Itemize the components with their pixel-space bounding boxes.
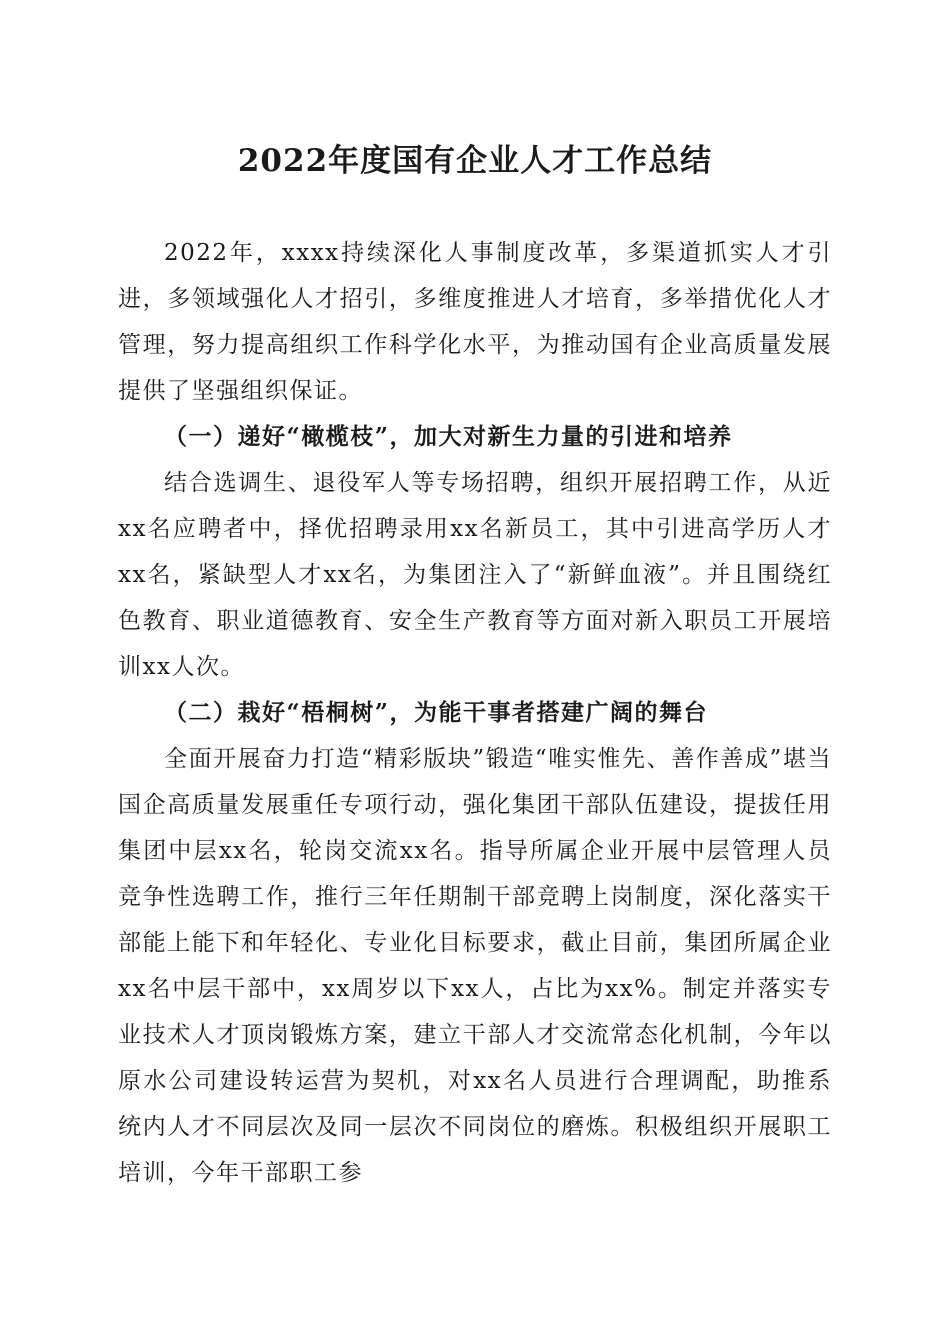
- document-title: 2022年度国有企业人才工作总结: [237, 143, 713, 179]
- section-2-paragraph: 全面开展奋力打造“精彩版块”锻造“唯实惟先、善作善成”堪当国企高质量发展重任专项行动，强化集团干部队伍建设，提拔任用集团中层xx名，轮岗交流xx名。指导所属企业开展中层管理人员竞争性选聘工作，推行三年任期制干部竞聘上岗制度，深化落实干部能上能下和年轻化、专业化目标要求，截止目前，集团所属企业xx名中层干部中，xx周岁以下xx人，占比为xx%。制定并落实专业技术人才顶岗锻炼方案，建立干部人才交流常态化机制，今年以原水公司建设转运营为契机，对xx名人员进行合理调配，助推系统内人才不同层次及同一层次不同岗位的磨炼。积极组织开展职工培训，今年干部职工参: [118, 746, 832, 1186]
- document-body: [118, 230, 832, 1196]
- section-2-heading: （二）栽好“梧桐树”，为能干事者搭建广阔的舞台: [164, 699, 708, 726]
- section-1-heading: （一）递好“橄榄枝”，加大对新生力量的引进和培养: [164, 423, 733, 450]
- intro-paragraph: 2022年，xxxx持续深化人事制度改革，多渠道抓实人才引进，多领域强化人才招引，多维度推进人才培育，多举措优化人才管理，努力提高组织工作科学化水平，为推动国有企业高质量发展提供了坚强组织保证。: [118, 240, 832, 404]
- section-1-paragraph: 结合选调生、退役军人等专场招聘，组织开展招聘工作，从近xx名应聘者中，择优招聘录用xx名新员工，其中引进高学历人才xx名，紧缺型人才xx名，为集团注入了“新鲜血液”。并且围绕红色教育、职业道德教育、安全生产教育等方面对新入职员工开展培训xx人次。: [118, 470, 832, 680]
